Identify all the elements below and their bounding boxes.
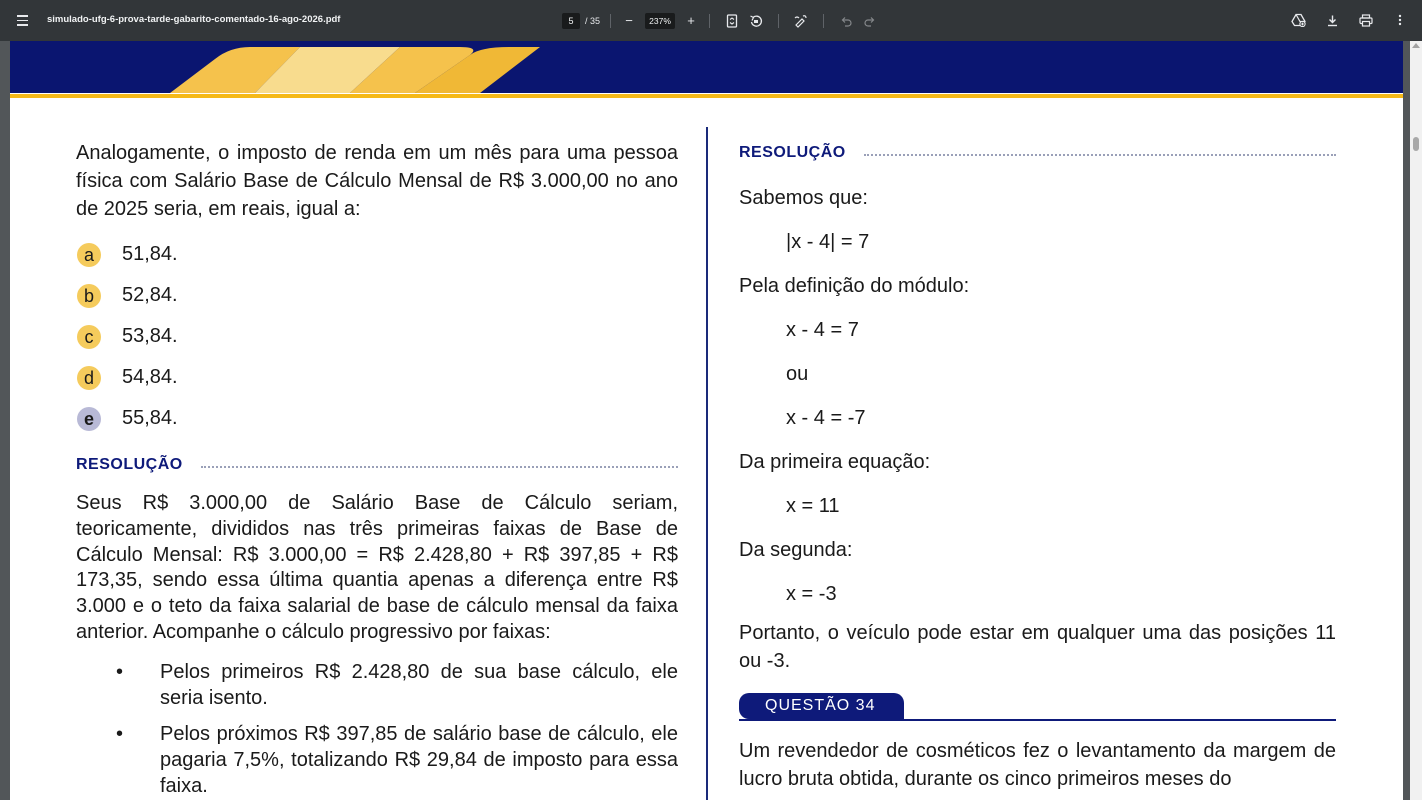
toolbar-center xyxy=(562,11,882,31)
resolution-steps xyxy=(739,176,1336,616)
resolution-label: RESOLUÇÃO xyxy=(739,144,846,161)
download-icon[interactable] xyxy=(1324,12,1340,28)
toolbar-right xyxy=(1286,12,1412,28)
dotted-rule xyxy=(201,466,678,468)
pdf-toolbar xyxy=(0,0,1422,41)
undo-icon[interactable] xyxy=(838,13,854,29)
next-question-text: Um revendedor de cosméticos fez o levantamento da margem de lucro bruta obtida, durante os cinco primeiros meses do xyxy=(739,740,1336,790)
fit-page-icon[interactable] xyxy=(724,13,740,29)
scroll-up-arrow[interactable] xyxy=(1412,43,1420,48)
pdf-viewer[interactable] xyxy=(0,41,1410,800)
resolution-heading xyxy=(739,141,1336,165)
equation: x - 4 = 7 xyxy=(786,319,859,341)
resolution-label: RESOLUÇÃO xyxy=(76,456,183,473)
right-column xyxy=(739,141,1336,793)
equation: x = 11 xyxy=(786,495,840,517)
divider xyxy=(823,14,824,28)
question-label: QUESTÃO 34 xyxy=(739,693,904,719)
step-text: Sabemos que: xyxy=(739,187,868,209)
document-title: simulado-ufg-6-prova-tarde-gabarito-comentado-16-ago-2026.pdf xyxy=(47,14,341,25)
zoom-input[interactable]: 237% xyxy=(645,13,675,29)
rotate-icon[interactable] xyxy=(748,13,764,29)
option-e-correct[interactable] xyxy=(76,398,678,439)
page-header-banner xyxy=(10,41,1403,101)
resolution-text: Seus R$ 3.000,00 de Salário Base de Cálculo seriam, teoricamente, divididos nas três primeiras faixas de Base de Cálculo Mensal: R$ 3.000,00 = R$ 2.428,80 + R$ 397,85 + R$ 173,35, sendo essa última quantia apenas a diferença entre R$ 3.000 e o teto da faixa salarial de base de cálculo mensal da faixa anterior. Acompanhe o cálculo progressivo por faixas: xyxy=(76,492,678,643)
option-text: 55,84. xyxy=(122,407,178,429)
menu-icon[interactable] xyxy=(14,12,32,30)
redo-icon[interactable] xyxy=(862,13,878,29)
page-total: / 35 xyxy=(585,16,601,26)
option-b[interactable] xyxy=(76,275,678,316)
divider xyxy=(709,14,710,28)
bullet-symbol: • xyxy=(116,660,124,683)
vertical-scrollbar[interactable] xyxy=(1410,41,1422,800)
question-header xyxy=(739,693,1336,721)
print-icon[interactable] xyxy=(1358,12,1374,28)
equation: x - 4 = -7 xyxy=(786,407,866,429)
list-item xyxy=(76,660,678,712)
option-d[interactable] xyxy=(76,357,678,398)
step-text: Da primeira equação: xyxy=(739,451,931,473)
question-rule xyxy=(739,719,1336,721)
option-a[interactable] xyxy=(76,234,678,275)
bullet-list xyxy=(76,660,678,800)
option-text: 53,84. xyxy=(122,325,178,347)
option-letter: e xyxy=(77,407,101,431)
option-letter: b xyxy=(77,284,101,308)
question-text: Analogamente, o imposto de renda em um mês para uma pessoa física com Salário Base de Cálculo Mensal de R$ 3.000,00 no ano de 2025 seria, em reais, igual a: xyxy=(76,142,678,220)
resolution-heading xyxy=(76,453,678,477)
annotate-icon[interactable] xyxy=(793,13,809,29)
answer-options xyxy=(76,234,678,439)
page-number-input[interactable]: 5 xyxy=(562,13,580,29)
equation: x = -3 xyxy=(786,583,837,605)
option-c[interactable] xyxy=(76,316,678,357)
option-text: 52,84. xyxy=(122,284,178,306)
bullet-text: Pelos próximos R$ 397,85 de salário base de cálculo, ele pagaria 7,5%, totalizando R$ 29,84 de imposto para essa faixa. xyxy=(160,723,678,797)
divider xyxy=(778,14,779,28)
zoom-out-button[interactable]: − xyxy=(625,13,633,28)
step-text: Pela definição do módulo: xyxy=(739,275,970,297)
pdf-page xyxy=(10,41,1403,800)
option-letter: a xyxy=(77,243,101,267)
scroll-thumb[interactable] xyxy=(1413,137,1419,151)
option-letter: d xyxy=(77,366,101,390)
step-text: ou xyxy=(786,363,809,385)
zoom-in-button[interactable]: + xyxy=(687,13,695,28)
list-item xyxy=(76,722,678,799)
more-icon[interactable] xyxy=(1392,12,1408,28)
option-text: 51,84. xyxy=(122,243,178,265)
equation: |x - 4| = 7 xyxy=(786,231,870,253)
column-divider xyxy=(706,127,708,800)
bullet-symbol: • xyxy=(116,723,124,746)
step-text: Da segunda: xyxy=(739,539,853,561)
divider xyxy=(610,14,611,28)
dotted-rule xyxy=(864,154,1336,156)
bullet-text: Pelos primeiros R$ 2.428,80 de sua base cálculo, ele seria isento. xyxy=(160,660,678,709)
option-text: 54,84. xyxy=(122,366,178,388)
option-letter: c xyxy=(77,325,101,349)
conclusion-text: Portanto, o veículo pode estar em qualquer uma das posições 11 ou -3. xyxy=(739,622,1336,672)
left-column xyxy=(76,139,678,800)
drive-icon[interactable] xyxy=(1290,12,1306,28)
